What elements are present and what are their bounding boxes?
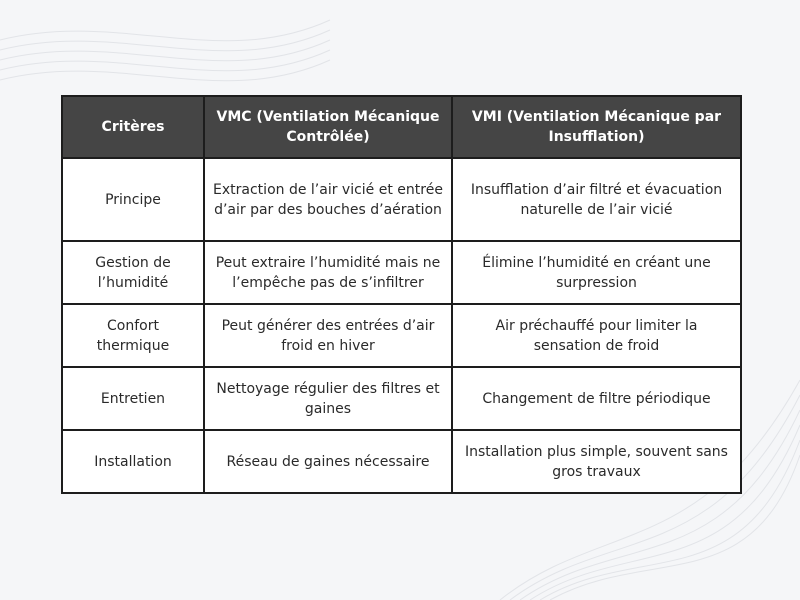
table-body: [62, 158, 741, 493]
header-row: [62, 96, 741, 158]
comparison-table: [61, 95, 742, 494]
row-criterion: Confort thermique: [62, 304, 204, 367]
row-vmc-value: Peut générer des entrées d’air froid en hiver: [204, 304, 452, 367]
row-vmi-value: Changement de filtre périodique: [452, 367, 741, 430]
row-vmc-value: Extraction de l’air vicié et entrée d’air par des bouches d’aération: [204, 158, 452, 241]
row-criterion: Gestion de l’humidité: [62, 241, 204, 304]
header-criteres: Critères: [62, 96, 204, 158]
row-vmc-value: Nettoyage régulier des filtres et gaines: [204, 367, 452, 430]
row-vmi-value: Installation plus simple, souvent sans gros travaux: [452, 430, 741, 493]
row-vmi-value: Air préchauffé pour limiter la sensation de froid: [452, 304, 741, 367]
row-vmi-value: Insufflation d’air filtré et évacuation naturelle de l’air vicié: [452, 158, 741, 241]
table-row: [62, 158, 741, 241]
row-vmc-value: Réseau de gaines nécessaire: [204, 430, 452, 493]
header-vmi: VMI (Ventilation Mécanique par Insufflation): [452, 96, 741, 158]
row-vmc-value: Peut extraire l’humidité mais ne l’empêche pas de s’infiltrer: [204, 241, 452, 304]
table-header: [62, 96, 741, 158]
row-criterion: Entretien: [62, 367, 204, 430]
table-row: [62, 367, 741, 430]
row-criterion: Installation: [62, 430, 204, 493]
table-row: [62, 241, 741, 304]
row-criterion: Principe: [62, 158, 204, 241]
table-row: [62, 430, 741, 493]
table-row: [62, 304, 741, 367]
row-vmi-value: Élimine l’humidité en créant une surpression: [452, 241, 741, 304]
header-vmc: VMC (Ventilation Mécanique Contrôlée): [204, 96, 452, 158]
